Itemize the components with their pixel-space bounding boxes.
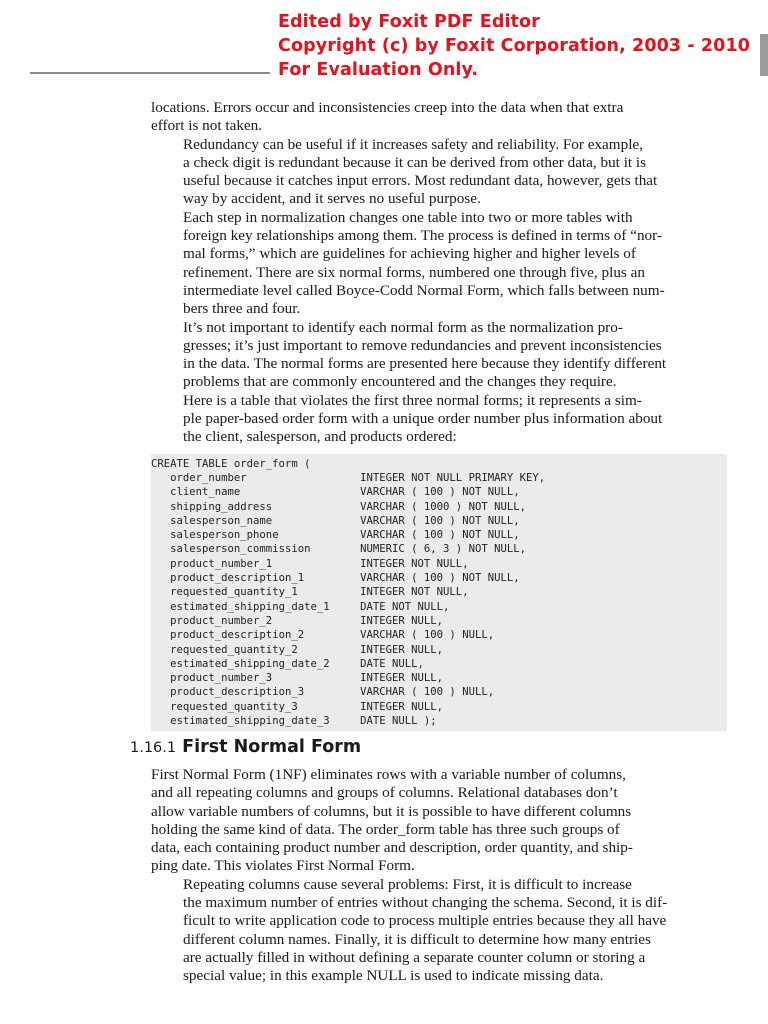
code-line xyxy=(151,643,727,657)
text-line: different column names. Finally, it is difficult to determine how many entries xyxy=(183,930,651,948)
code-indent xyxy=(151,714,170,728)
column-name: product_description_1 xyxy=(170,572,305,585)
text-line: First Normal Form (1NF) eliminates rows with a variable number of columns, xyxy=(151,766,626,783)
section-paragraphs xyxy=(151,766,723,986)
watermark-line-3: For Evaluation Only. xyxy=(278,60,479,80)
header-rule xyxy=(30,72,270,74)
code-line xyxy=(151,500,727,514)
column-name: client_name xyxy=(170,486,241,499)
code-indent xyxy=(151,542,170,556)
column-name: shipping_address xyxy=(170,500,273,513)
text-line: ficult to write application code to process multiple entries because they all have xyxy=(183,912,667,930)
text-line: way by accident, and it serves no useful purpose. xyxy=(183,190,481,208)
column-name: product_number_2 xyxy=(170,614,273,627)
column-type: DATE NOT NULL, xyxy=(360,600,450,613)
code-line xyxy=(151,628,727,642)
paragraph xyxy=(151,766,723,876)
text-line: bers three and four. xyxy=(183,300,301,318)
text-line: It’s not important to identify each normal form as the normalization pro- xyxy=(183,318,623,336)
text-line: Repeating columns cause several problems: First, it is difficult to increase xyxy=(183,875,632,893)
text-line: in the data. The normal forms are presented here because they identify different xyxy=(183,355,667,373)
section-number: 1.16.1 xyxy=(130,740,177,756)
text-line: intermediate level called Boyce-Codd Normal Form, which falls between num- xyxy=(183,281,665,299)
code-indent xyxy=(151,585,170,599)
code-line xyxy=(151,657,727,671)
code-indent xyxy=(151,614,170,628)
column-name: requested_quantity_3 xyxy=(170,700,298,713)
column-type: INTEGER NULL, xyxy=(360,672,444,685)
code-line xyxy=(151,585,727,599)
column-type: NUMERIC ( 6, 3 ) NOT NULL, xyxy=(360,543,526,556)
code-line xyxy=(151,714,727,728)
watermark-line-1: Edited by Foxit PDF Editor xyxy=(278,12,540,32)
paragraph xyxy=(151,319,723,392)
text-line: foreign key relationships among them. The process is defined in terms of “nor- xyxy=(183,227,662,245)
code-indent xyxy=(151,528,170,542)
column-name: product_description_2 xyxy=(170,629,305,642)
paragraph xyxy=(151,136,723,209)
text-line: locations. Errors occur and inconsistencies creep into the data when that extra xyxy=(151,99,624,116)
column-type: VARCHAR ( 100 ) NULL, xyxy=(360,686,495,699)
text-line: effort is not taken. xyxy=(151,117,263,135)
code-indent xyxy=(151,628,170,642)
code-line xyxy=(151,542,727,556)
code-indent xyxy=(151,471,170,485)
text-line: the maximum number of entries without changing the schema. Second, it is dif- xyxy=(183,894,668,912)
text-line: refinement. There are six normal forms, numbered one through five, plus an xyxy=(183,263,645,281)
code-line xyxy=(151,528,727,542)
column-type: INTEGER NULL, xyxy=(360,614,444,627)
code-line xyxy=(151,700,727,714)
column-type: VARCHAR ( 1000 ) NOT NULL, xyxy=(360,500,526,513)
code-indent xyxy=(151,671,170,685)
text-line: special value; in this example NULL is used to indicate missing data. xyxy=(183,967,604,985)
text-line: useful because it catches input errors. Most redundant data, however, gets that xyxy=(183,172,658,190)
text-line: a check digit is redundant because it can be derived from other data, but it is xyxy=(183,153,647,171)
code-line xyxy=(151,514,727,528)
column-name: requested_quantity_1 xyxy=(170,586,298,599)
text-line: ping date. This violates First Normal Form. xyxy=(151,857,415,875)
code-indent xyxy=(151,700,170,714)
column-type: INTEGER NOT NULL, xyxy=(360,586,469,599)
watermark-line-2: Copyright (c) by Foxit Corporation, 2003 - 2010 xyxy=(278,36,751,56)
column-name: salesperson_phone xyxy=(170,529,279,542)
code-line xyxy=(151,614,727,628)
text-line: Here is a table that violates the first three normal forms; it represents a sim- xyxy=(183,391,642,409)
code-line xyxy=(151,557,727,571)
text-line: allow variable numbers of columns, but it is possible to have different columns xyxy=(151,802,632,820)
code-indent xyxy=(151,600,170,614)
column-name: product_description_3 xyxy=(170,686,305,699)
column-type: DATE NULL, xyxy=(360,657,424,670)
page-body xyxy=(151,99,723,731)
text-line: data, each containing product number and description, order quantity, and ship- xyxy=(151,839,633,857)
foxit-watermark xyxy=(278,10,750,82)
column-type: INTEGER NULL, xyxy=(360,643,444,656)
section-body xyxy=(151,766,723,986)
column-type: INTEGER NULL, xyxy=(360,700,444,713)
code-indent xyxy=(151,500,170,514)
page-edge-bar xyxy=(760,34,768,76)
paragraph xyxy=(151,209,723,319)
paragraph xyxy=(151,392,723,447)
column-name: requested_quantity_2 xyxy=(170,643,298,656)
code-indent xyxy=(151,514,170,528)
code-indent xyxy=(151,643,170,657)
code-line xyxy=(151,685,727,699)
column-name: estimated_shipping_date_1 xyxy=(170,600,330,613)
column-type: DATE NULL ); xyxy=(360,714,437,727)
column-name: salesperson_name xyxy=(170,514,273,527)
column-type: VARCHAR ( 100 ) NOT NULL, xyxy=(360,529,520,542)
code-header-line: CREATE TABLE order_form ( xyxy=(151,457,311,470)
text-line: holding the same kind of data. The order_form table has three such groups of xyxy=(151,820,620,838)
code-indent xyxy=(151,685,170,699)
column-type: VARCHAR ( 100 ) NOT NULL, xyxy=(360,514,520,527)
text-line: Each step in normalization changes one table into two or more tables with xyxy=(183,208,633,226)
sql-code-block xyxy=(151,454,727,732)
code-line xyxy=(151,571,727,585)
body-paragraphs xyxy=(151,99,723,447)
text-line: mal forms,” which are guidelines for achieving higher and higher levels of xyxy=(183,245,636,263)
column-name: estimated_shipping_date_3 xyxy=(170,714,330,727)
text-line: ple paper-based order form with a unique order number plus information about xyxy=(183,410,663,428)
code-indent xyxy=(151,485,170,499)
column-name: estimated_shipping_date_2 xyxy=(170,657,330,670)
text-line: the client, salesperson, and products ordered: xyxy=(183,428,457,446)
code-line xyxy=(151,600,727,614)
section-heading xyxy=(130,737,361,757)
paragraph xyxy=(151,99,723,136)
column-type: INTEGER NOT NULL PRIMARY KEY, xyxy=(360,471,546,484)
column-type: VARCHAR ( 100 ) NOT NULL, xyxy=(360,486,520,499)
code-line xyxy=(151,471,727,485)
column-type: INTEGER NOT NULL, xyxy=(360,557,469,570)
text-line: and all repeating columns and groups of columns. Relational databases don’t xyxy=(151,784,618,802)
code-indent xyxy=(151,571,170,585)
column-name: product_number_3 xyxy=(170,672,273,685)
column-name: product_number_1 xyxy=(170,557,273,570)
code-rows xyxy=(151,471,727,728)
code-indent xyxy=(151,657,170,671)
column-type: VARCHAR ( 100 ) NOT NULL, xyxy=(360,572,520,585)
text-line: problems that are commonly encountered and the changes they require. xyxy=(183,373,617,391)
column-type: VARCHAR ( 100 ) NULL, xyxy=(360,629,495,642)
column-name: order_number xyxy=(170,471,247,484)
code-line xyxy=(151,485,727,499)
text-line: gresses; it’s just important to remove redundancies and prevent inconsistencies xyxy=(183,336,662,354)
code-line xyxy=(151,671,727,685)
text-line: are actually filled in without defining a separate counter column or storing a xyxy=(183,948,646,966)
text-line: Redundancy can be useful if it increases safety and reliability. For example, xyxy=(183,135,643,153)
paragraph xyxy=(151,876,723,986)
column-name: salesperson_commission xyxy=(170,543,311,556)
section-title: First Normal Form xyxy=(182,737,362,757)
code-indent xyxy=(151,557,170,571)
